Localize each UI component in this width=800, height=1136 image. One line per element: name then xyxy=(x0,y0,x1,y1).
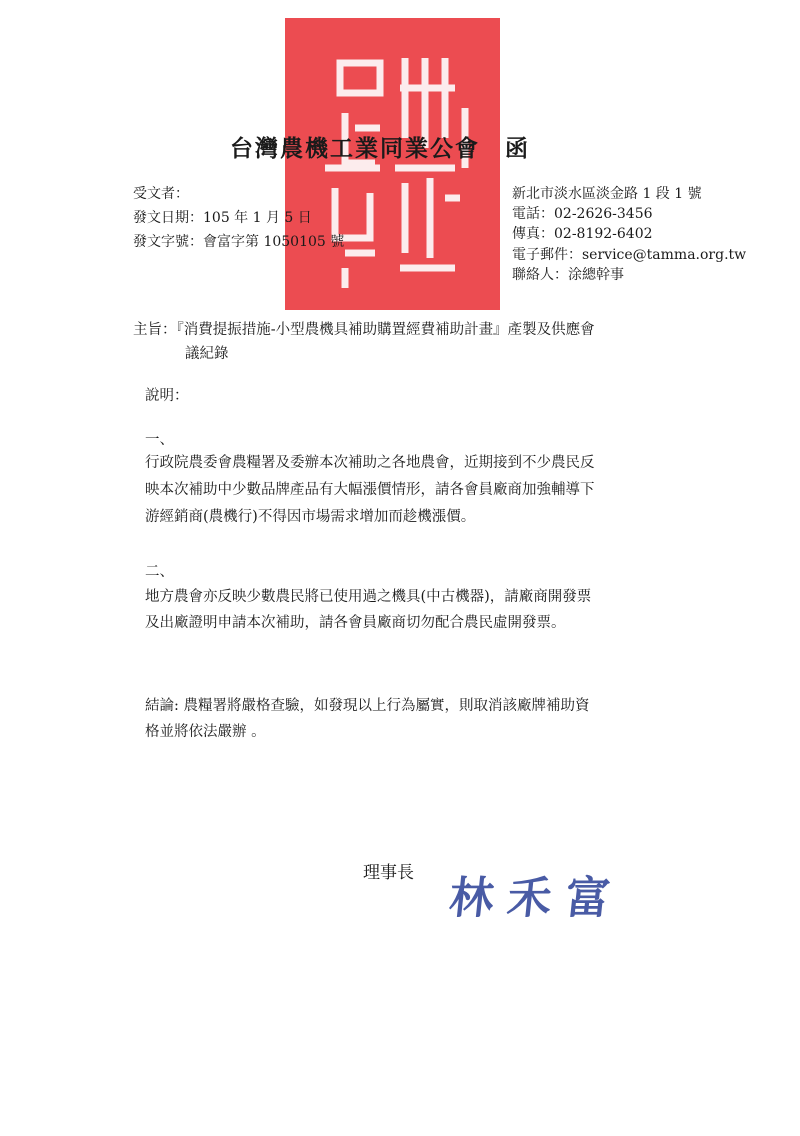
email: 電子郵件：service@tamma.org.tw xyxy=(512,247,747,263)
subject-line-1: 主旨：『消費提振措施-小型農機具補助購置經費補助計畫』產製及供應會 xyxy=(133,322,595,338)
item-1-line-2: 映本次補助中少數品牌產品有大幅漲價情形，請各會員廠商加強輔導下 xyxy=(145,482,595,498)
item-2-label: 二、 xyxy=(145,564,174,580)
document-title: 台灣農機工業同業公會 函 xyxy=(230,135,530,162)
item-1-line-1: 行政院農委會農糧署及委辦本次補助之各地農會，近期接到不少農民反 xyxy=(145,455,595,471)
explanation-heading: 說明： xyxy=(145,388,189,404)
chairman-title: 理事長 xyxy=(363,863,414,883)
official-seal-stamp xyxy=(285,18,500,310)
item-1-line-3: 游經銷商(農機行)不得因市場需求增加而趁機漲價。 xyxy=(145,509,476,525)
subject xyxy=(133,318,693,366)
item-1-label: 一、 xyxy=(145,432,174,448)
conclusion-line-2: 格並將依法嚴辦 。 xyxy=(145,724,266,740)
phone: 電話：02-2626-3456 xyxy=(512,206,653,222)
document-number: 發文字號：會富字第 1050105 號 xyxy=(133,234,345,250)
fax: 傳真：02-8192-6402 xyxy=(512,226,653,242)
seal-pattern xyxy=(285,18,500,310)
address: 新北市淡水區淡金路 1 段 1 號 xyxy=(512,186,702,202)
item-2-line-1: 地方農會亦反映少數農民將已使用過之機具(中古機器)，請廠商開發票 xyxy=(145,589,592,605)
item-2-line-2: 及出廠證明申請本次補助，請各會員廠商切勿配合農民虛開發票。 xyxy=(145,615,566,631)
chairman-signature-stamp: 林禾富 xyxy=(446,873,627,924)
contact-person: 聯絡人：涂總幹事 xyxy=(512,267,624,283)
conclusion-line-1: 結論: 農糧署將嚴格查驗，如發現以上行為屬實，則取消該廠牌補助資 xyxy=(145,698,590,714)
recipient-line: 受文者： xyxy=(133,186,189,202)
subject-line-2: 議紀錄 xyxy=(185,346,229,362)
issue-date: 發文日期：105 年 1 月 5 日 xyxy=(133,210,312,226)
